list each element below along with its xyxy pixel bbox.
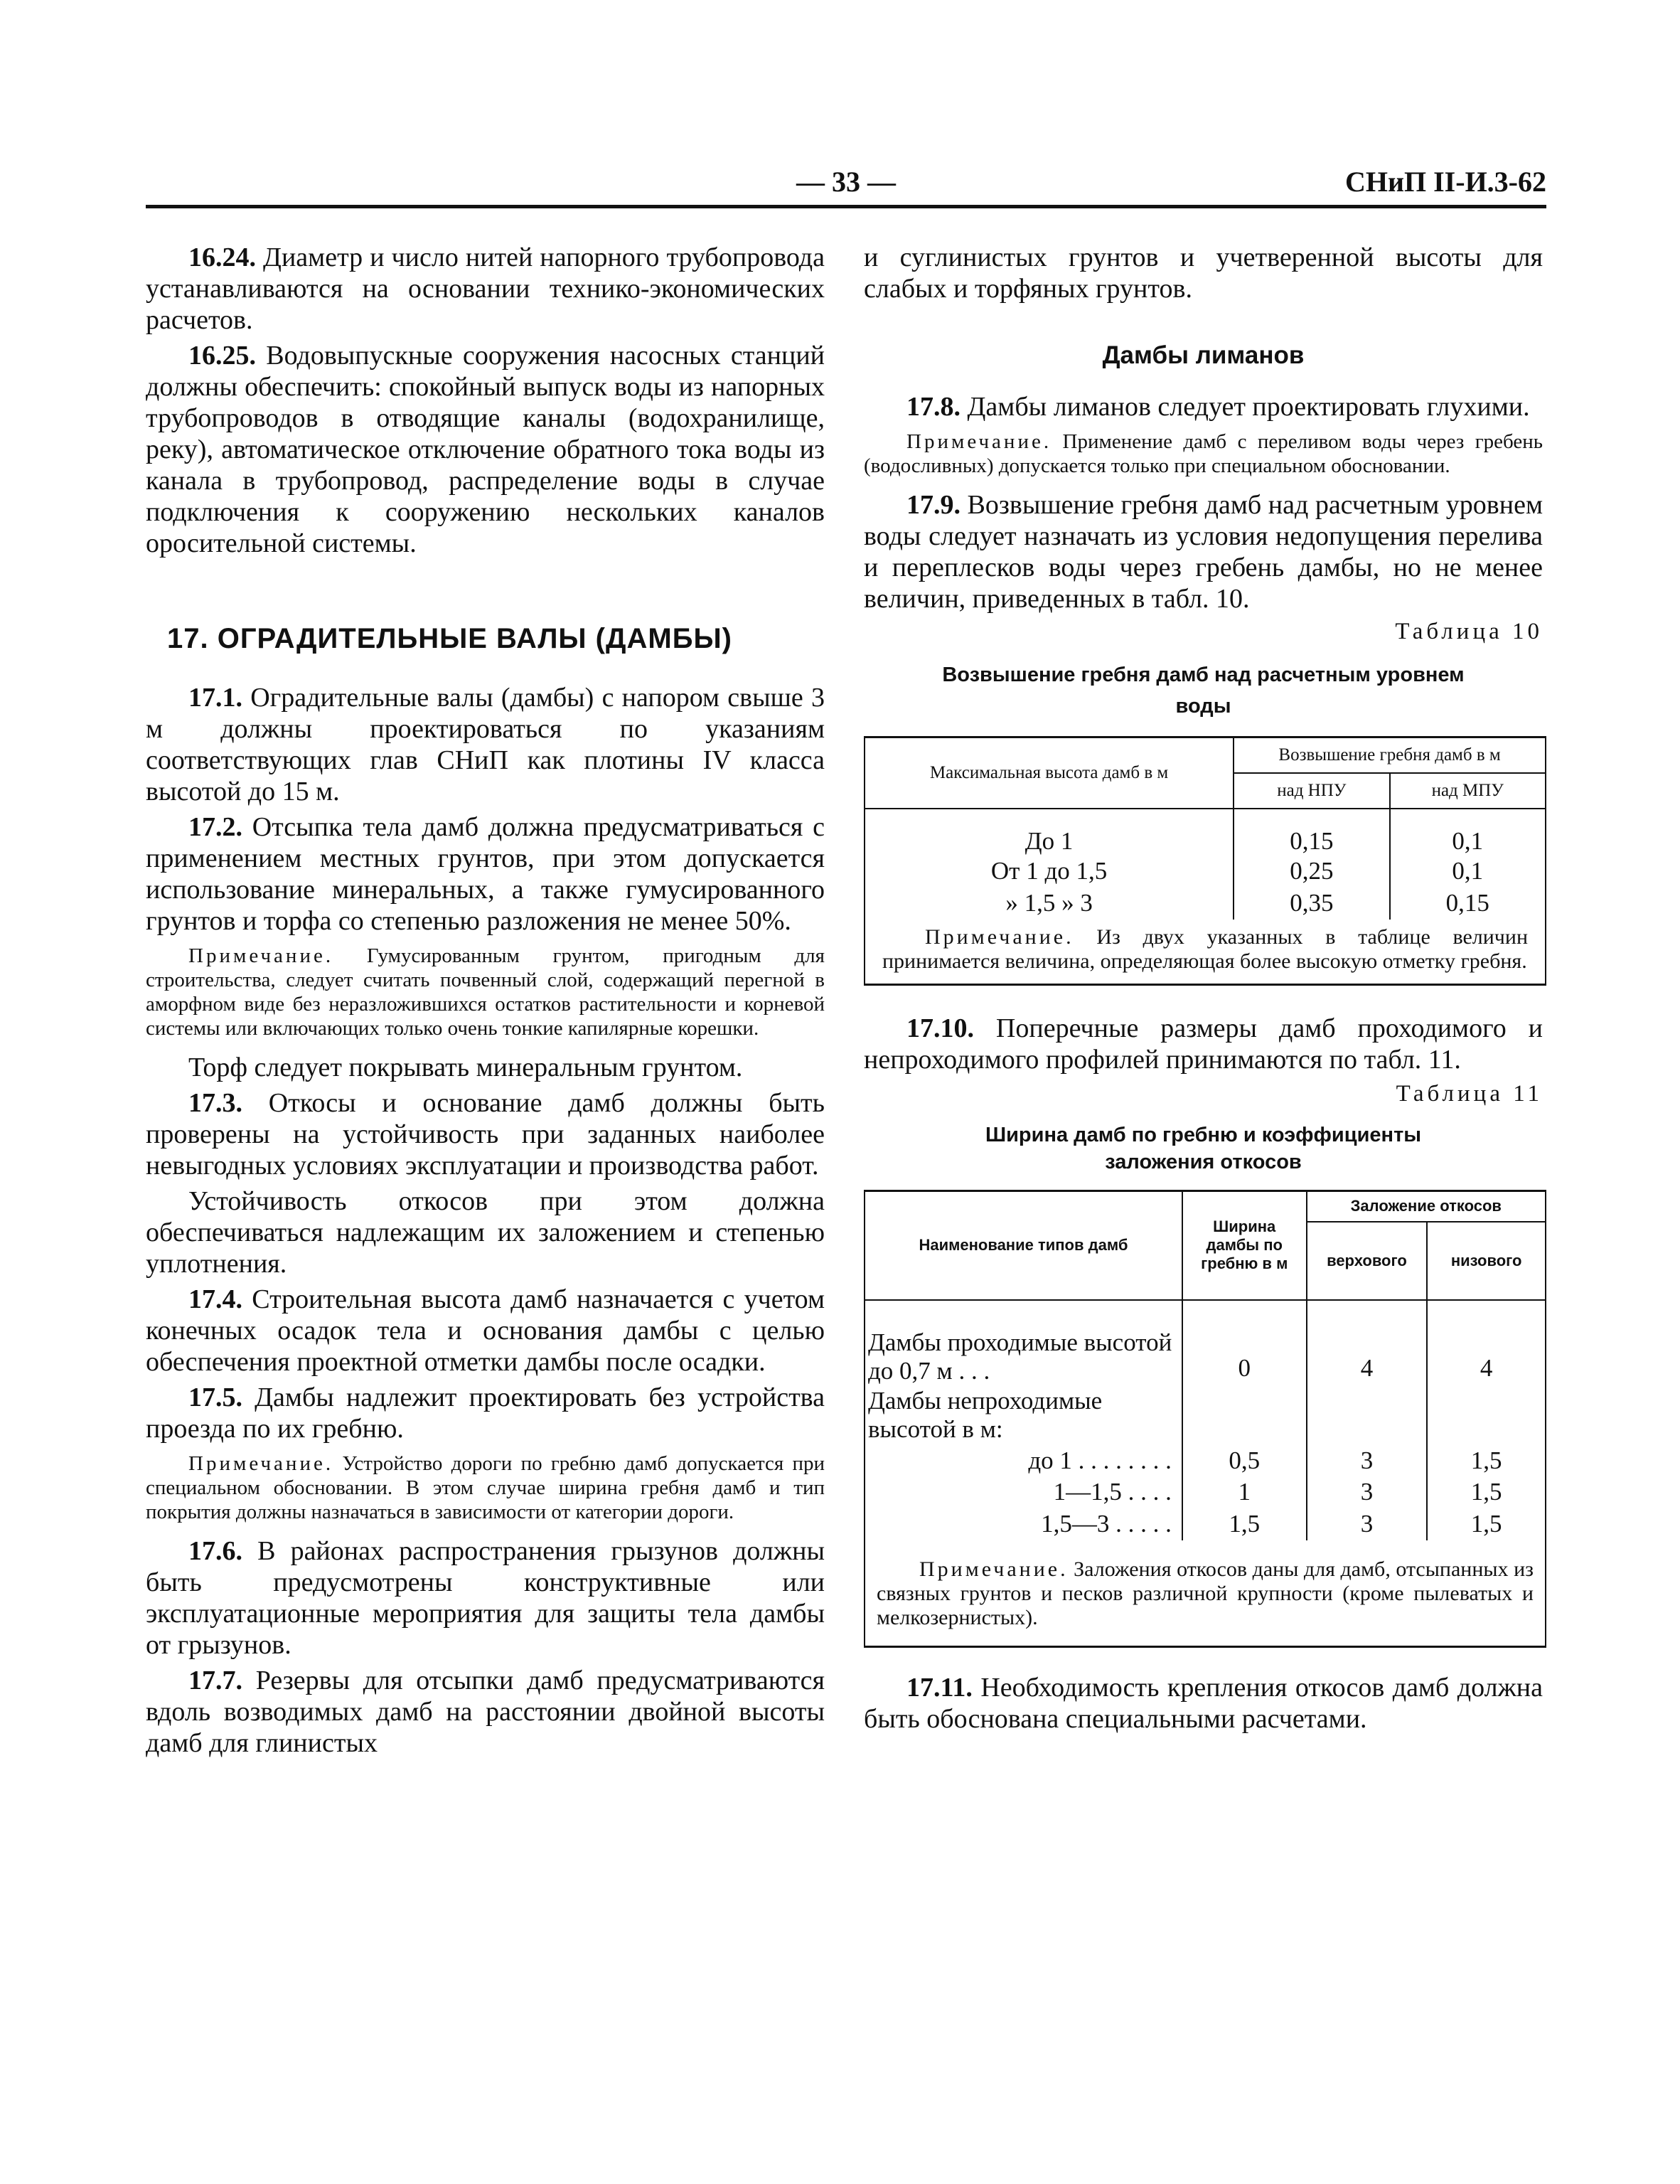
table-10-note bbox=[865, 920, 1546, 985]
paragraph-peat: Торф следует покрывать минеральным грунтом. bbox=[188, 1053, 743, 1082]
cell-height: » 1,5 » 3 bbox=[865, 887, 1234, 920]
cell-type: до 1 . . . . . . . . bbox=[865, 1445, 1182, 1476]
paragraph-text: Дамбы надлежит проектировать без устройства проезда по их гребню. bbox=[146, 1383, 825, 1444]
paragraph-17-5 bbox=[146, 1382, 825, 1444]
note-text: Устройство дороги по гребню дамб допускается при специальном обосновании. В этом случае ширина гребня дамб и тип покрытия должны назначаться в зависимости от категории дороги. bbox=[146, 1452, 825, 1523]
paragraph-text: Резервы для отсыпки дамб предусматриваются вдоль возводимых дамб на расстоянии двойной высоты дамб для глинистых bbox=[146, 1666, 825, 1758]
cell-lower: 1,5 bbox=[1470, 1447, 1502, 1474]
document-code: СНиП II-И.3-62 bbox=[1344, 166, 1546, 198]
col-header-type: Наименование типов дамб bbox=[865, 1190, 1182, 1300]
table-11-note bbox=[865, 1540, 1546, 1647]
cell-width: 0,5 bbox=[1182, 1445, 1307, 1476]
paragraph-text: Оградительные валы (дамбы) с напором свыше 3 м должны проектироваться по указаниям соответствующих глав СНиП как плотины IV класса высотой до 15 м. bbox=[146, 683, 825, 806]
cell-lower: 4 bbox=[1480, 1354, 1493, 1382]
cell-mpu: 0,15 bbox=[1445, 888, 1489, 917]
paragraph-text: Диаметр и число нитей напорного трубопровода устанавливаются на основании технико-экономических расчетов. bbox=[146, 243, 825, 335]
table-row bbox=[865, 809, 1546, 856]
cell-type: Дамбы проходимые высотой до 0,7 м . . . bbox=[865, 1300, 1182, 1385]
col-header-upper: верхового bbox=[1307, 1222, 1428, 1300]
paragraph-number: 17.5. bbox=[188, 1383, 242, 1412]
paragraph-number: 17.1. bbox=[188, 683, 242, 713]
table-row bbox=[865, 1476, 1546, 1508]
paragraph-text: Необходимость крепления откосов дамб должна быть обоснована специальными расчетами. bbox=[864, 1673, 1543, 1734]
note-label: Примечание. bbox=[925, 925, 1074, 949]
paragraph-17-4 bbox=[146, 1284, 825, 1378]
paragraph-number: 16.25. bbox=[188, 341, 256, 371]
table-10 bbox=[864, 736, 1546, 986]
paragraph-17-3-continued: Устойчивость откосов при этом должна обеспечиваться надлежащим их заложением и степенью уплотнения. bbox=[146, 1186, 825, 1279]
note-label: Примечание. bbox=[188, 944, 334, 967]
cell-type: 1—1,5 . . . . bbox=[865, 1476, 1182, 1508]
note-label: Примечание. bbox=[919, 1557, 1069, 1581]
note-text: Из двух указанных в таблице величин принимается величина, определяющая более высокую отметку гребня. bbox=[882, 925, 1528, 973]
cell-npu: 0,25 bbox=[1234, 856, 1389, 887]
cell-npu: 0,35 bbox=[1234, 887, 1389, 920]
table-row bbox=[865, 1508, 1546, 1540]
paragraph-number: 17.8. bbox=[906, 392, 961, 422]
right-column bbox=[864, 242, 1543, 1739]
col-header-lower: низового bbox=[1427, 1222, 1546, 1300]
header-rule bbox=[146, 205, 1546, 208]
paragraph-number: 17.10. bbox=[906, 1013, 974, 1043]
cell-lower: 1,5 bbox=[1470, 1510, 1502, 1538]
cell-upper: 3 bbox=[1307, 1476, 1428, 1508]
table-row bbox=[865, 1300, 1546, 1385]
note-17-8 bbox=[864, 430, 1543, 478]
table-11-title: Ширина дамб по гребню и коэффициенты заложения откосов bbox=[985, 1123, 1422, 1173]
paragraph-number: 17.6. bbox=[188, 1536, 242, 1566]
table-11 bbox=[864, 1190, 1546, 1648]
table-10-label: Таблица 10 bbox=[1395, 619, 1543, 644]
col-header-npu: над НПУ bbox=[1234, 773, 1389, 809]
cell-width: 1,5 bbox=[1182, 1508, 1307, 1540]
note-label: Примечание. bbox=[188, 1452, 334, 1475]
paragraph-17-7 bbox=[146, 1665, 825, 1759]
cell-upper: 3 bbox=[1307, 1445, 1428, 1476]
table-row bbox=[865, 856, 1546, 887]
table-10-title: Возвышение гребня дамб над расчетным уровнем воды bbox=[942, 664, 1465, 718]
table-row bbox=[865, 1445, 1546, 1476]
paragraph-number: 17.3. bbox=[188, 1088, 242, 1118]
note-text: Применение дамб с переливом воды через гребень (водосливных) допускается только при специальном обосновании. bbox=[864, 430, 1543, 477]
col-header-height: Максимальная высота дамб в м bbox=[865, 737, 1234, 809]
paragraph-17-8 bbox=[864, 391, 1543, 422]
paragraph-17-10 bbox=[864, 1013, 1543, 1075]
cell-mpu: 0,1 bbox=[1452, 826, 1484, 855]
paragraph-number: 17.4. bbox=[188, 1284, 242, 1314]
paragraph-17-6 bbox=[146, 1535, 825, 1661]
col-header-mpu: над МПУ bbox=[1390, 773, 1546, 809]
paragraph-number: 17.7. bbox=[188, 1666, 242, 1695]
col-header-slopes: Заложение откосов bbox=[1307, 1190, 1546, 1222]
cell-type: Дамбы непроходимые высотой в м: bbox=[865, 1385, 1182, 1445]
col-header-width: Ширина дамбы по гребню в м bbox=[1182, 1190, 1307, 1300]
note-label: Примечание. bbox=[906, 430, 1052, 453]
cell-lower: 1,5 bbox=[1470, 1478, 1502, 1506]
cell-width: 0 bbox=[1182, 1300, 1307, 1385]
cell-npu: 0,15 bbox=[1234, 809, 1389, 856]
cell-height: От 1 до 1,5 bbox=[865, 856, 1234, 887]
paragraph-17-1 bbox=[146, 682, 825, 807]
paragraph-text: Отсыпка тела дамб должна предусматриваться с применением местных грунтов, при этом допускается использование минеральных, а также гумусированного грунтов и торфа со степенью разложения не менее 50%. bbox=[146, 812, 825, 936]
cell-upper: 3 bbox=[1307, 1508, 1428, 1540]
subsection-title: Дамбы лиманов bbox=[1102, 341, 1305, 369]
left-column bbox=[146, 242, 825, 1763]
paragraph-number: 16.24. bbox=[188, 243, 256, 272]
paragraph-text: Водовыпускные сооружения насосных станций должны обеспечить: спокойный выпуск воды из напорных трубопроводов в отводящие каналы (водохранилище, реку), автоматическое отключение обратного тока воды из канала в трубопровод, распределение воды в случае подключения к сооружению нескольких каналов оросительной системы. bbox=[146, 341, 825, 558]
paragraph-17-2 bbox=[146, 811, 825, 937]
paragraph-number: 17.2. bbox=[188, 812, 242, 842]
paragraph-text: Откосы и основание дамб должны быть проверены на устойчивость при заданных наиболее невыгодных условиях эксплуатации и производства работ. bbox=[146, 1088, 825, 1181]
table-11-label: Таблица 11 bbox=[1396, 1080, 1543, 1107]
paragraph-17-11 bbox=[864, 1672, 1543, 1735]
table-row bbox=[865, 1385, 1546, 1445]
note-17-5 bbox=[146, 1451, 825, 1524]
cell-mpu: 0,1 bbox=[1452, 856, 1484, 885]
paragraph-text: Дамбы лиманов следует проектировать глухими. bbox=[961, 392, 1530, 422]
table-row bbox=[865, 887, 1546, 920]
paragraph-number: 17.11. bbox=[906, 1673, 973, 1703]
page-number: — 33 — bbox=[796, 166, 896, 198]
paragraph-text: В районах распространения грызунов должны быть предусмотрены конструктивные или эксплуатационные мероприятия для защиты тела дамбы от грызунов. bbox=[146, 1536, 825, 1660]
col-header-group: Возвышение гребня дамб в м bbox=[1234, 737, 1546, 773]
cell-width: 1 bbox=[1182, 1476, 1307, 1508]
note-17-2 bbox=[146, 944, 825, 1040]
paragraph-text: Поперечные размеры дамб проходимого и непроходимого профилей принимаются по табл. 11. bbox=[864, 1013, 1543, 1075]
section-title: 17. ОГРАДИТЕЛЬНЫЕ ВАЛЫ (ДАМБЫ) bbox=[167, 623, 732, 654]
paragraph-17-9 bbox=[864, 489, 1543, 614]
cell-height: До 1 bbox=[865, 809, 1234, 856]
cell-type: 1,5—3 . . . . . bbox=[865, 1508, 1182, 1540]
paragraph-17-3 bbox=[146, 1087, 825, 1181]
paragraph-16-24 bbox=[146, 242, 825, 336]
note-text: Гумусированным грунтом, пригодным для строительства, следует считать почвенный слой, содержащий перегной в аморфном виде без неразложившихся остатков растительности и корневой системы или включающих только очень тонкие капилярные корешки. bbox=[146, 944, 825, 1040]
paragraph-17-7-continued: и суглинистых грунтов и учетверенной высоты для слабых и торфяных грунтов. bbox=[864, 243, 1543, 304]
paragraph-number: 17.9. bbox=[906, 490, 961, 520]
cell-upper: 4 bbox=[1307, 1300, 1428, 1385]
paragraph-16-25 bbox=[146, 340, 825, 559]
note-text: Заложения откосов даны для дамб, отсыпанных из связных грунтов и песков различной крупности (кроме пылеватых и мелкозернистых). bbox=[877, 1557, 1534, 1629]
paragraph-text: Строительная высота дамб назначается с учетом конечных осадок тела и основания дамбы с целью обеспечения проектной отметки дамбы после осадки. bbox=[146, 1284, 825, 1377]
paragraph-text: Возвышение гребня дамб над расчетным уровнем воды следует назначать из условия недопущения перелива и переплесков воды через гребень дамбы, но не менее величин, приведенных в табл. 10. bbox=[864, 490, 1543, 614]
